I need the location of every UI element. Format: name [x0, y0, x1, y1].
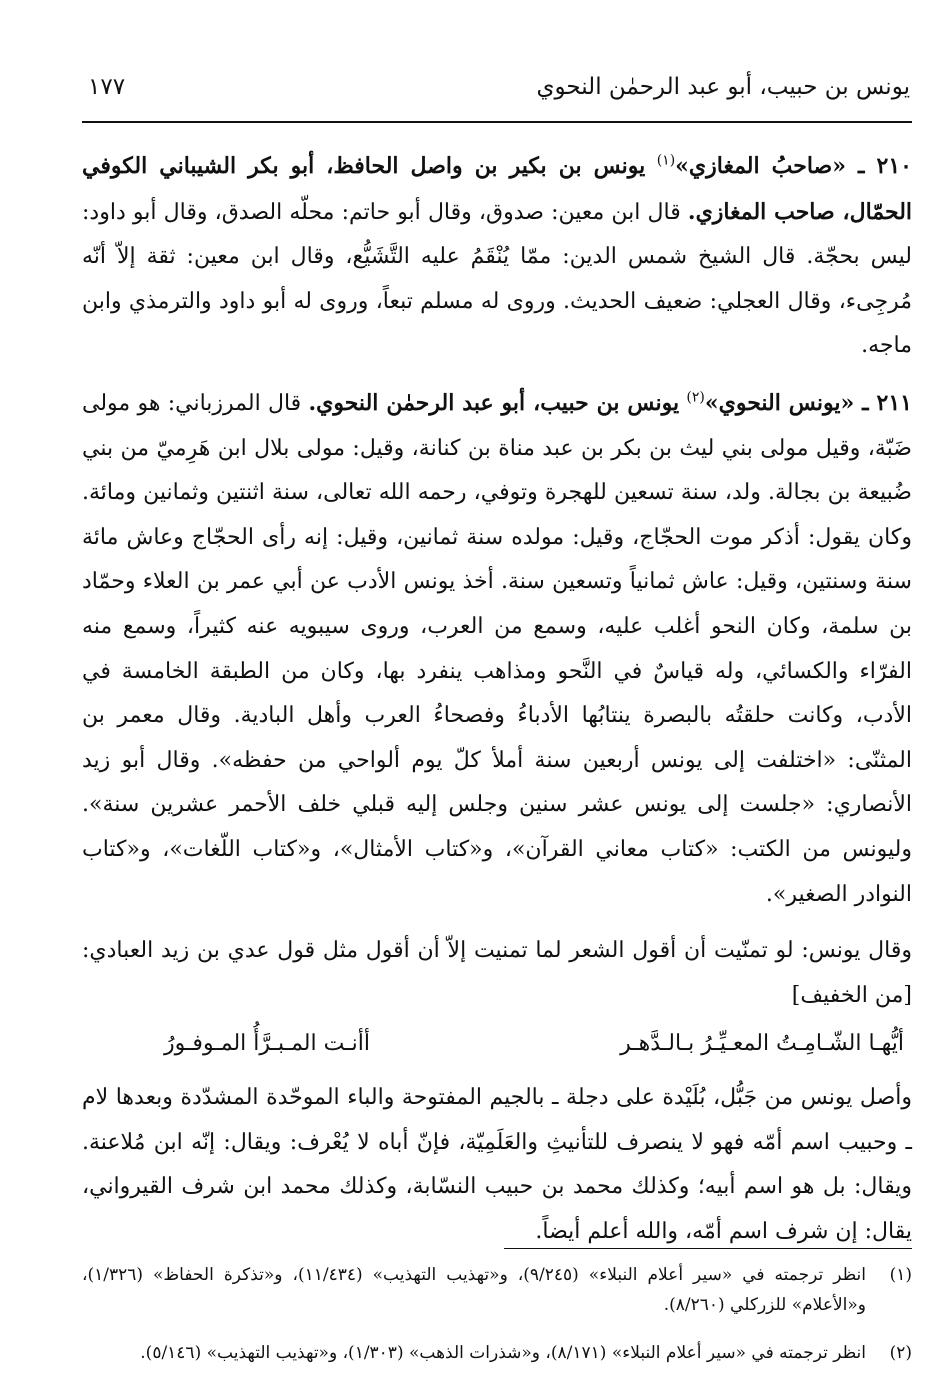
- book-page: [82, 60, 913, 1363]
- footnote-rule: [504, 1248, 912, 1249]
- footnotes: [82, 1260, 912, 1386]
- entry-211-text: قال المرزباني: هو مولى ضَبّة، وقيل مولى بني ليث بن بكر بن عبد مناة بن كنانة، وقيل: مولى بلال ابن هَرِميّ من بني ضُبيعة بن بجالة. ولد، سنة تسعين للهجرة وتوفي، رحمه الله تعالى، سنة اثنتين وثمانين ومائة. وكان يقول: أذكر موت الحجّاج، وقيل: مولده سنة ثمانين، وقيل: إنه رأى الحجّاج وعاش مائة سنة وسنتين، وقيل: عاش ثمانياً وتسعين سنة. أخذ يونس الأدب عن أبي عمر بن العلاء وحمّاد بن سلمة، وكان النحو أغلب عليه، وسمع من العرب، وروى سيبويه عنه كثيراً، وسمع منه الفرّاء والكسائي، وله قياسٌ في النَّحو ومذاهب ينفرد بها، وكان من الطبقة الخامسة في الأدب، وكانت حلقتُه بالبصرة ينتابُها الأدباءُ وفصحاءُ العرب وأهل البادية. وقال معمر بن المثنّى: «اختلفت إلى يونس أربعين سنة أملأ كلّ يوم ألواحي من حفظه». وقال أبو زيد الأنصاري: «جلست إلى يونس عشر سنين وجلس إليه قبلي خلف الأحمر عشرين سنة». وليونس من الكتب: «كتاب معاني القرآن»، و«كتاب الأمثال»، و«كتاب اللّغات»، و«كتاب النوادر الصغير».: [82, 390, 912, 907]
- poem-intro: وقال يونس: لو تمنّيت أن أقول الشعر لما تمنيت إلاّ أن أقول مثل قول عدي بن زيد العبادي: [من الخفيف]: [82, 938, 912, 1008]
- closing-paragraph: وأصل يونس من جَبُّل، بُلَيْدة على دجلة ـ بالجيم المفتوحة والباء الموحّدة المشدّدة وبعدها لام ـ وحبيب اسم أمّه فهو لا ينصرف للتأنيثِ والعَلَمِيّة، فإنّ أباه لا يُعْرف: ويقال: إنّه ابن مُلاعنة. ويقال: بل هو اسم أبيه؛ وكذلك محمد بن حبيب النسّابة، وكذلك محمد ابن شرف القيرواني، يقال: إن شرف اسم أمّه، والله أعلم أيضاً.: [82, 1085, 912, 1245]
- footnote-number: (٢): [889, 1343, 912, 1363]
- main-text: [82, 144, 912, 1255]
- page-number: ١٧٧: [88, 74, 126, 100]
- footnote-text: انظر ترجمته في «سير أعلام النبلاء» (٨/١٧١)، و«شذرات الذهب» (١/٣٠٣)، و«تهذيب التهذيب» (٥/١٤٦).: [140, 1343, 866, 1363]
- entry-210-text: قال ابن معين: صدوق، وقال أبو حاتم: محلّه الصدق، وقال أبو داود: ليس بحجّة. قال الشيخ شمس الدين: ممّا يُنْقَمُ عليه التَّشَيُّع، وقال ابن معين: ثقة إلاّ أنّه مُرجِىء، وقال العجلي: ضعيف الحديث. وروى له مسلم تبعاً، وروى له أبو داود والترمذي وابن ماجه.: [82, 199, 913, 359]
- footnote-ref-1[interactable]: (١): [656, 152, 676, 169]
- poem-verse: [82, 1022, 912, 1066]
- footnote-1: [82, 1260, 912, 1320]
- poem-second-hemistich: أأنـت المـبـرَّأُ المـوفـورُ: [164, 1031, 370, 1057]
- footnote-text: انظر ترجمته في «سير أعلام النبلاء» (٩/٢٤٥)، و«تهذيب التهذيب» (١١/٤٣٤)، و«تذكرة الحفاظ» (١/٣٢٦)، و«الأعلام» للزركلي (٨/٢٦٠).: [82, 1265, 867, 1315]
- entry-211-name: يونس بن حبيب، أبو عبد الرحمٰن النحوي.: [308, 389, 680, 416]
- footnote-number: (١): [889, 1265, 912, 1285]
- entry-210: [82, 144, 912, 369]
- footnote-2: [82, 1338, 912, 1368]
- footnote-ref-2[interactable]: (٢): [686, 389, 705, 406]
- entry-211-heading: ٢١١ ـ «يونس النحوي»: [704, 389, 912, 416]
- page-header: [82, 60, 912, 104]
- entry-210-name: يونس بن بكير بن واصل الحافظ، أبو بكر الشيباني الكوفي الحمّال، صاحب المغازي.: [82, 153, 913, 225]
- entry-210-heading: ٢١٠ ـ «صاحبُ المغازي»: [675, 153, 912, 179]
- poem-first-hemistich: أيُّهـا الشّـامِـتُ المعـيِّـرُ بـالـدَّهـر: [620, 1031, 904, 1057]
- running-title: يونس بن حبيب، أبو عبد الرحمٰن النحوي: [536, 74, 910, 100]
- entry-211: [82, 381, 912, 917]
- header-rule: [82, 121, 912, 123]
